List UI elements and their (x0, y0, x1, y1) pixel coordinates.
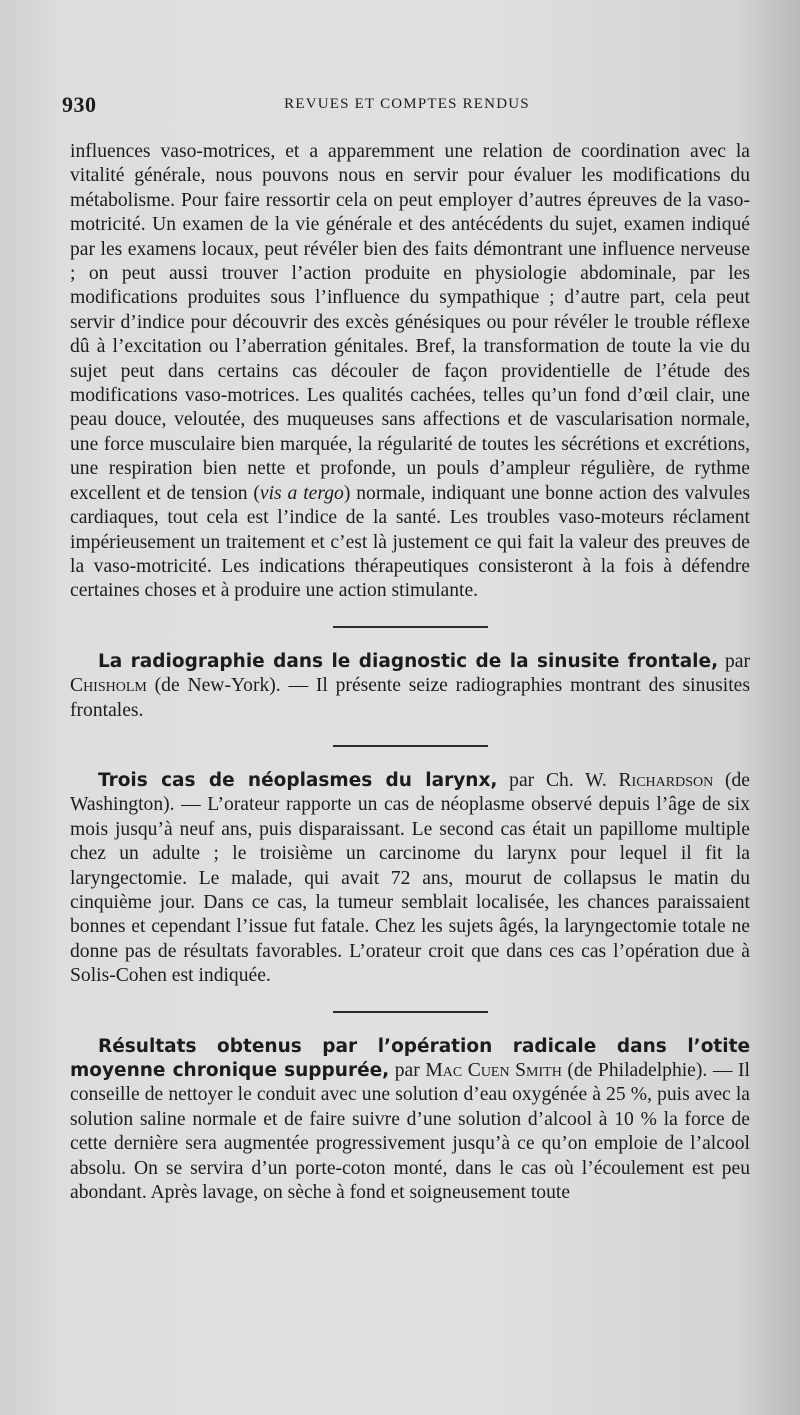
section-title: Trois cas de néoplasmes du larynx, (98, 769, 498, 791)
section-radiographie (70, 650, 750, 723)
section-author: Chisholm (70, 675, 147, 697)
page-number: 930 (62, 92, 97, 117)
page-header (62, 92, 752, 122)
section-by: par (718, 650, 750, 672)
section-text: (de Philadelphie). — Il conseille de nettoyer le conduit avec une solution d’eau oxygénée à 25 %, puis avec la solution saline normale et de faire suivre d’une solution d’alcool à 10 % la force de cette dernière sera augmentée progressivement jusqu’à ce qu’on emploie de l’alcool absolu. On se servira d’un porte-coton monté, dans le cas où l’écoulement est peu abondant. Après lavage, on sèche à fond et soigneusement toute (70, 1060, 750, 1204)
continuation-paragraph (70, 140, 750, 604)
section-text: (de Washington). — L’orateur rapporte un cas de néoplasme observé depuis l’âge de six mois jusqu’à neuf ans, puis disparaissant. Le second cas était un papillome multiple chez un adulte ; le troisième un carcinome du larynx pour lequel il fit la laryngectomie. Le malade, qui avait 72 ans, mourut de collapsus le matin du cinquième jour. Dans ce cas, la tumeur semblait localisée, les chances paraissaient bonnes et cependant l’issue fut fatale. Chez les sujets âgés, la laryngectomie totale ne donne pas de résultats favorables. L’orateur croit que dans ces cas l’opération due à Solis-Cohen est indiquée. (70, 769, 750, 987)
continuation-text-1: influences vaso-motrices, et a apparemment une relation de coordination avec la vitalité générale, nous pouvons nous en servir pour évaluer les modifications du métabolisme. Pour faire ressortir cela on peut employer d’autres épreuves de la vaso-motricité. Un examen de la vie générale et des antécédents du sujet, examen indiqué par les examens locaux, peut révéler bien des faits démontrant une influence nerveuse ; on peut aussi trouver l’action produite en physiologie abdominale, par les modifications produites sous l’influence du sympathique ; d’autre part, cela peut servir d’indice pour découvrir des excès génésiques ou pour révéler le trouble réflexe dû à l’excitation ou l’aberration génitales. Bref, la transformation de toute la vie du sujet peut dans certains cas découler de façon providentielle de l’étude des modifications vaso-motrices. Les qualités cachées, telles qu’un fond d’œil clair, une peau douce, veloutée, des muqueuses sans affections et de vascularisation normale, une force musculaire bien marquée, la régularité de toutes les sécrétions et excrétions, une respiration bien nette et profonde, un pouls d’ampleur régulière, de rythme excellent et de tension ( (70, 141, 750, 504)
page-body (70, 140, 750, 1205)
section-title: La radiographie dans le diagnostic de la sinusite frontale, (98, 650, 719, 672)
section-larynx (70, 769, 750, 989)
section-author: Richardson (618, 769, 714, 791)
section-author: Mac Cuen Smith (425, 1060, 562, 1081)
section-otite (70, 1035, 750, 1206)
section-text: (de New-York). — Il présente seize radiographies montrant des sinusites frontales. (70, 675, 750, 721)
continuation-italic: vis a tergo (259, 482, 344, 504)
section-title: Résultats obtenus par l’opération radicale dans l’otite moyenne chronique suppurée, (70, 1035, 750, 1081)
section-divider (333, 626, 488, 628)
continuation-text-2: ) normale, indiquant une bonne action des valvules cardiaques, tout cela est l’indice de la santé. Les troubles vaso-moteurs réclament impérieusement un traitement et c’est là justement ce qui fait la valeur des preuves de la vaso-motricité. Les indications thérapeutiques consisteront à la fois à défendre certaines choses et à produire une action stimulante. (70, 482, 750, 602)
section-by: par Ch. W. (497, 769, 619, 791)
section-by: par (389, 1060, 426, 1081)
section-divider (333, 1011, 488, 1013)
section-divider (333, 745, 488, 747)
running-title: REVUES ET COMPTES RENDUS (284, 96, 530, 112)
